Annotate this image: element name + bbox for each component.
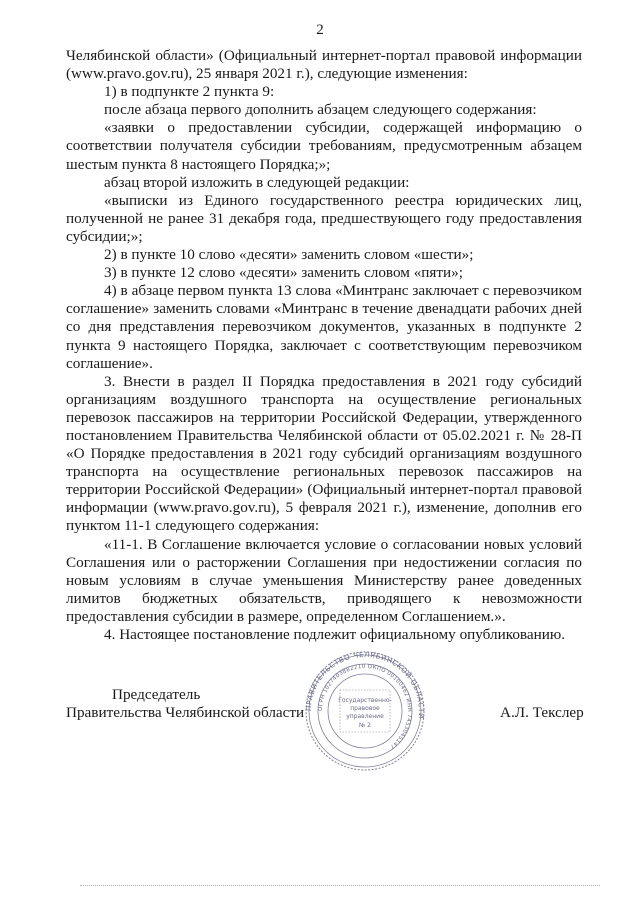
seal-outer-text: ПРАВИТЕЛЬСТВО ЧЕЛЯБИНСКОЙ ОБЛАСТИ <box>304 650 426 720</box>
seal-center-line: № 2 <box>359 722 371 729</box>
seal-center-line: Государственно- <box>338 697 392 704</box>
paragraph: 4) в абзаце первом пункта 13 слова «Минтранс заключает с перевозчиком соглашение» заменить словами «Минтранс в течение двенадцати рабочих дней со дня представления перевозчиком документов, указанных в подпункте 2 пункта 9 настоящего Порядка, заключает с соответствующим перевозчиком соглашение». <box>66 282 582 372</box>
paragraph: «заявки о предоставлении субсидии, содержащей информацию о соответствии получателя субсидии требованиям, предусмотренным абзацем шестым пункта 8 настоящего Порядка;»; <box>66 119 582 173</box>
signatory-title <box>66 686 316 722</box>
paragraph: «выписки из Единого государственного реестра юридических лиц, полученной не ранее 31 декабря года, предшествующего году предоставления субсидии;»; <box>66 191 582 245</box>
document-body <box>66 47 582 644</box>
paragraph: «11-1. В Соглашение включается условие о согласовании новых условий Соглашения или о расторжении Соглашения при недостижении согласия по новым условиям в случае уменьшения Министерству ранее доведенных лимитов бюджетных обязательств, приводящего к невозможности предоставления субсидии в размере, определенном Соглашением.». <box>66 535 582 625</box>
seal-ids-text: ОГРН 1027403882210 ОКПО 00100462 ИНН 7453045147 <box>317 663 413 750</box>
paragraph: 3. Внести в раздел II Порядка предоставления в 2021 году субсидий организациям воздушного транспорта на осуществление региональных перевозок пассажиров на территории Российской Федерации, утвержденного постановлением Правительства Челябинской области от 05.02.2021 г. № 28-П «О Порядке предоставления в 2021 году субсидий организациям воздушного транспорта на осуществление региональных перевозок пассажиров на территории Российской Федерации» (Официальный интернет-портал правовой информации (www.pravo.gov.ru), 5 февраля 2021 г.), изменение, дополнив его пунктом 11-1 следующего содержания: <box>66 372 582 535</box>
paragraph: 2) в пункте 10 слово «десяти» заменить словом «шести»; <box>104 246 474 264</box>
seal-center-line: правовое <box>350 705 380 712</box>
paragraph: абзац второй изложить в следующей редакции: <box>104 173 410 191</box>
seal-center-line: управление <box>346 713 384 720</box>
signatory-title-line2: Правительства Челябинской области <box>66 704 305 722</box>
signer-name: А.Л. Текслер <box>500 704 584 721</box>
paragraph: Челябинской области» (Официальный интернет-портал правовой информации (www.pravo.gov.ru), 25 января 2021 г.), следующие изменения: <box>66 47 582 83</box>
page-number: 2 <box>316 22 324 38</box>
paragraph: 1) в подпункте 2 пункта 9: <box>104 83 275 101</box>
signatory-title-line1: Председатель <box>112 686 201 703</box>
bottom-divider <box>80 885 600 886</box>
paragraph: 4. Настоящее постановление подлежит официальному опубликованию. <box>104 626 566 643</box>
paragraph: после абзаца первого дополнить абзацем следующего содержания: <box>104 101 537 119</box>
paragraph: 3) в пункте 12 слово «десяти» заменить словом «пяти»; <box>104 264 463 282</box>
official-seal <box>304 650 426 772</box>
